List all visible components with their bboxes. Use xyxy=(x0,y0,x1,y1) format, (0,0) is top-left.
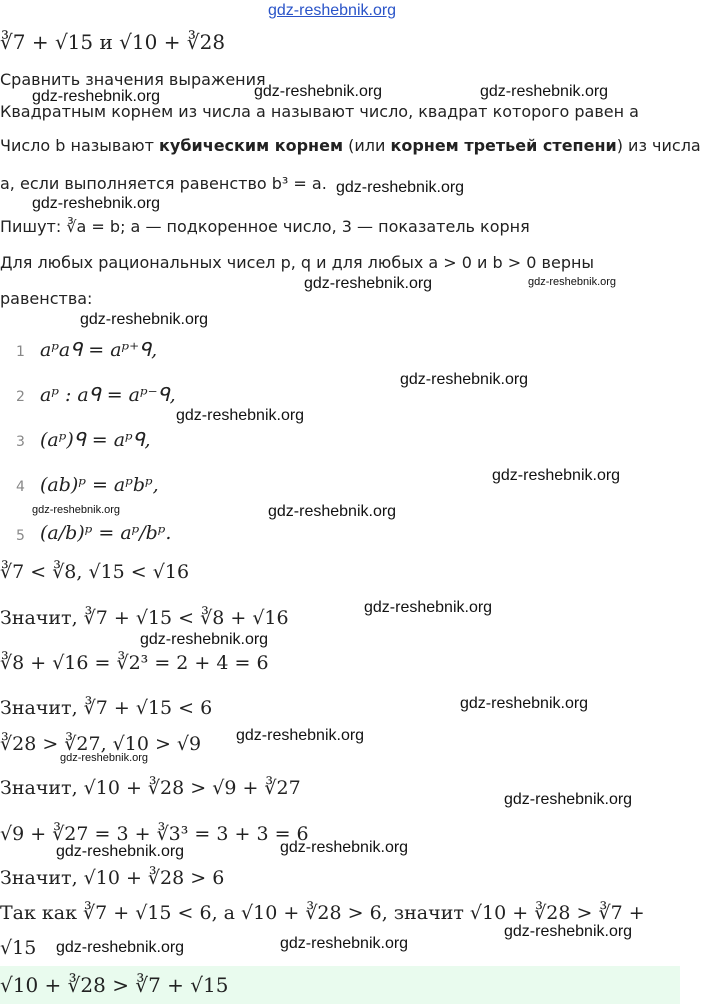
watermark: gdz-reshebnik.org xyxy=(480,83,609,100)
rule-number: 3 xyxy=(16,434,25,450)
watermark: gdz-reshebnik.org xyxy=(60,752,149,764)
rule-number: 1 xyxy=(16,344,25,360)
watermark: gdz-reshebnik.org xyxy=(304,275,433,292)
watermark: gdz-reshebnik.org xyxy=(32,504,121,516)
cube-def-bold: кубическим корнем xyxy=(159,136,344,155)
cube-def-part: ) из числа xyxy=(616,136,701,155)
watermark: gdz-reshebnik.org xyxy=(236,727,365,744)
cube-def-part: Число b называют xyxy=(0,136,160,155)
rule-number: 2 xyxy=(16,389,25,405)
solution-step: Так как ∛7 + √15 < 6, а √10 + ∛28 > 6, значит √10 + ∛28 > ∛7 + xyxy=(0,902,645,924)
rule-formula: (a/b)ᵖ = aᵖ/bᵖ. xyxy=(40,522,172,544)
watermark: gdz-reshebnik.org xyxy=(56,843,185,860)
watermark: gdz-reshebnik.org xyxy=(504,791,633,808)
solution-step: √9 + ∛27 = 3 + ∛3³ = 3 + 3 = 6 xyxy=(0,823,309,845)
watermark: gdz-reshebnik.org xyxy=(504,923,633,940)
watermark: gdz-reshebnik.org xyxy=(56,939,185,956)
rules-intro-cont: равенства: xyxy=(0,289,93,308)
watermark: gdz-reshebnik.org xyxy=(492,467,621,484)
rule-formula: (ab)ᵖ = aᵖbᵖ, xyxy=(40,474,159,496)
cube-root-condition: a, если выполняется равенство b³ = a. xyxy=(0,174,327,193)
notation-text: Пишут: ∛a = b; a — подкоренное число, 3 — показатель корня xyxy=(0,217,530,236)
watermark: gdz-reshebnik.org xyxy=(460,695,589,712)
watermark: gdz-reshebnik.org xyxy=(336,179,465,196)
solution-step: ∛7 < ∛8, √15 < √16 xyxy=(0,561,190,583)
watermark: gdz-reshebnik.org xyxy=(254,83,383,100)
answer-box xyxy=(0,966,680,1004)
watermark: gdz-reshebnik.org xyxy=(176,407,305,424)
cube-def-part: (или xyxy=(343,136,391,155)
watermark: gdz-reshebnik.org xyxy=(528,276,617,288)
watermark-top[interactable]: gdz-reshebnik.org xyxy=(268,2,397,19)
watermark: gdz-reshebnik.org xyxy=(364,599,493,616)
rule-formula: aᵖ : aᑫ = aᵖ⁻ᑫ, xyxy=(40,384,176,406)
watermark: gdz-reshebnik.org xyxy=(140,631,269,648)
watermark: gdz-reshebnik.org xyxy=(280,839,409,856)
rule-formula: aᵖaᑫ = aᵖ⁺ᑫ, xyxy=(40,339,158,361)
answer: √10 + ∛28 > ∛7 + √15 xyxy=(0,973,229,997)
cube-def-bold: корнем третьей степени xyxy=(390,136,617,155)
header-expression: ∛7 + √15 и √10 + ∛28 xyxy=(0,30,226,54)
watermark: gdz-reshebnik.org xyxy=(280,935,409,952)
solution-step: √15 xyxy=(0,937,37,959)
solution-step: Значит, √10 + ∛28 > √9 + ∛27 xyxy=(0,777,301,799)
solution-step: ∛28 > ∛27, √10 > √9 xyxy=(0,733,202,755)
solution-step: Значит, ∛7 + √15 < 6 xyxy=(0,697,213,719)
watermark: gdz-reshebnik.org xyxy=(268,503,397,520)
rule-formula: (aᵖ)ᑫ = aᵖᑫ, xyxy=(40,429,151,451)
watermark: gdz-reshebnik.org xyxy=(32,88,161,105)
solution-step: ∛8 + √16 = ∛2³ = 2 + 4 = 6 xyxy=(0,652,269,674)
watermark: gdz-reshebnik.org xyxy=(80,311,209,328)
rule-number: 4 xyxy=(16,479,25,495)
rules-intro: Для любых рациональных чисел p, q и для любых a > 0 и b > 0 верны xyxy=(0,253,595,272)
cube-root-definition xyxy=(0,134,701,158)
watermark: gdz-reshebnik.org xyxy=(32,195,161,212)
sqrt-definition: Квадратным корнем из числа a называют число, квадрат которого равен a xyxy=(0,102,639,121)
rule-number: 5 xyxy=(16,528,25,544)
solution-step: Значит, √10 + ∛28 > 6 xyxy=(0,867,225,889)
solution-step: Значит, ∛7 + √15 < ∛8 + √16 xyxy=(0,607,289,629)
task-text: Сравнить значения выражения xyxy=(0,70,266,89)
watermark: gdz-reshebnik.org xyxy=(400,371,529,388)
